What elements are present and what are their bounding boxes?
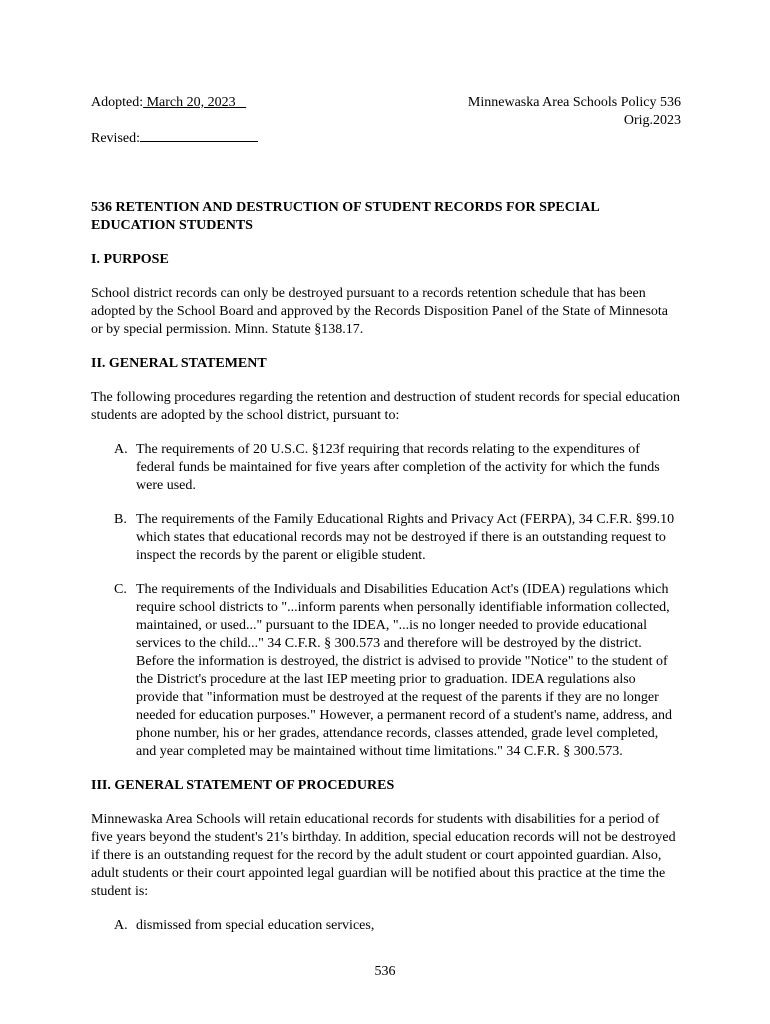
purpose-paragraph: School district records can only be destroyed pursuant to a records retention schedule that has been adopted by the School Board and approved by the Records Disposition Panel of the State of Minnesota or by special permission. Minn. Statute §138.17. bbox=[91, 286, 669, 337]
revised-line bbox=[91, 128, 258, 146]
list-marker: A. bbox=[114, 442, 128, 457]
page-number: 536 bbox=[374, 964, 396, 979]
policy-title: 536 RETENTION AND DESTRUCTION OF STUDENT RECORDS FOR SPECIAL EDUCATION STUDENTS bbox=[91, 200, 599, 233]
list-marker: B. bbox=[114, 512, 127, 527]
policy-name: Minnewaska Area Schools Policy 536 bbox=[467, 95, 681, 110]
list-item-text: dismissed from special education services, bbox=[136, 918, 375, 933]
section-heading-general-statement: II. GENERAL STATEMENT bbox=[91, 356, 267, 371]
list-item bbox=[91, 511, 681, 565]
procedures-paragraph: Minnewaska Area Schools will retain educational records for students with disabilities for a period of five years beyond the student's 21's birthday. In addition, special education records will not be destroyed if there is an outstanding request for the record by the adult student or court appointed guardian. Also, adult students or their court appointed legal guardian will be notified about this practice at the time the student is: bbox=[91, 812, 676, 899]
policy-block bbox=[468, 94, 681, 130]
procedures-list bbox=[91, 917, 681, 935]
list-item bbox=[91, 441, 681, 495]
list-item-text: The requirements of 20 U.S.C. §123f requiring that records relating to the expenditures of federal funds be maintained for five years after completion of the activity for which the funds were used. bbox=[136, 442, 660, 493]
section-heading-procedures: III. GENERAL STATEMENT OF PROCEDURES bbox=[91, 778, 395, 793]
general-statement-list bbox=[91, 441, 681, 761]
document-body bbox=[91, 199, 681, 951]
list-item bbox=[91, 581, 681, 761]
general-statement-intro: The following procedures regarding the retention and destruction of student records for special education students are adopted by the school district, pursuant to: bbox=[91, 390, 680, 423]
list-marker: C. bbox=[114, 582, 127, 597]
adopted-date: March 20, 2023 bbox=[143, 95, 247, 110]
policy-orig: Orig.2023 bbox=[623, 113, 681, 128]
list-marker: A. bbox=[114, 918, 128, 933]
list-item bbox=[91, 917, 681, 935]
revised-label: Revised: bbox=[91, 131, 140, 146]
adopted-line bbox=[91, 94, 258, 112]
adopted-label: Adopted: bbox=[91, 95, 144, 110]
list-item-text: The requirements of the Family Educational Rights and Privacy Act (FERPA), 34 C.F.R. §99.10 which states that educational records may not be destroyed if there is an outstanding request to inspect the records by the parent or eligible student. bbox=[136, 512, 675, 563]
list-item-text: The requirements of the Individuals and Disabilities Education Act's (IDEA) regulations which require school districts to "...inform parents when personally identifiable information collected, maintained, or used..." pursuant to the IDEA, "...is no longer needed to provide educational services to the child..." 34 C.F.R. § 300.573 and therefore will be destroyed by the district. Before the information is destroyed, the district is advised to provide "Notice" to the student of the District's procedure at the last IEP meeting prior to graduation. IDEA regulations also provide that "information must be destroyed at the request of the parents if they are no longer needed for education purposes." However, a permanent record of a student's name, address, and phone number, his or her grades, attendance records, classes attended, grade level completed, and year completed may be maintained without time limitations." 34 C.F.R. § 300.573. bbox=[136, 582, 672, 759]
section-heading-purpose: I. PURPOSE bbox=[91, 252, 169, 267]
adoption-block bbox=[91, 94, 258, 146]
revised-blank bbox=[140, 128, 258, 142]
